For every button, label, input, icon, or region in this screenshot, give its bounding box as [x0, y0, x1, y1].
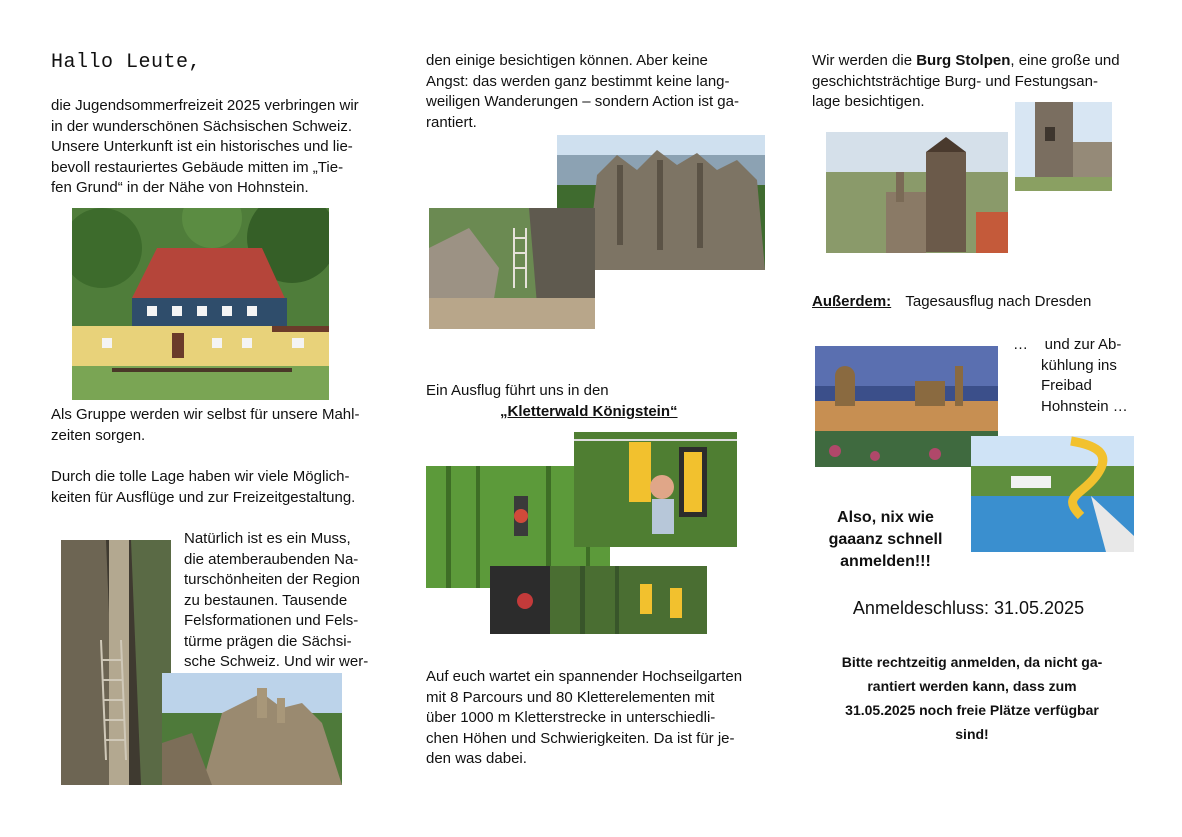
also-line — [812, 292, 1091, 313]
text-line: gaaanz schnell — [828, 531, 943, 548]
text-line: rantiert werden kann, dass zum — [867, 678, 1077, 694]
text-fragment: Wir werden die — [812, 52, 917, 69]
text-line: … und zur Ab- — [1013, 336, 1122, 353]
accommodation-house-photo — [72, 208, 329, 400]
sandstone-rocks-landscape-photo — [162, 673, 342, 785]
text-line: kühlung ins — [1041, 356, 1117, 374]
also-label: Außerdem: — [812, 293, 892, 310]
text-line: Hohnstein … — [1041, 397, 1128, 415]
text-fragment: , eine große und — [1010, 52, 1120, 69]
text-line: anmelden!!! — [840, 553, 931, 570]
text-line: türme prägen die Sächsi- — [184, 632, 352, 650]
ropes-course-paragraph — [426, 667, 768, 770]
text-line: den einige besichtigen können. Aber keine — [426, 52, 708, 69]
castle-name: Burg Stolpen — [916, 52, 1011, 69]
text-line: die Jugendsommerfreizeit 2025 verbringen wir — [51, 97, 359, 114]
registration-deadline: Anmeldeschluss: 31.05.2025 — [852, 598, 1085, 618]
text-line: die atemberaubenden Na- — [184, 550, 359, 568]
text-line: fen Grund“ in der Nähe von Hohnstein. — [51, 179, 309, 196]
text-line: Felsformationen und Fels- — [184, 612, 359, 629]
text-line: Freibad — [1041, 377, 1092, 394]
open-air-pool-photo — [971, 436, 1134, 552]
text-line: zeiten sorgen. — [51, 426, 146, 444]
call-to-action — [812, 507, 959, 573]
castle-stolpen-photo — [826, 132, 1008, 253]
text-line: über 1000 m Kletterstrecke in unterschiedli- — [426, 709, 716, 726]
text-line: 31.05.2025 noch freie Plätze verfügbar — [845, 702, 1099, 718]
rock-gorge-ladder-photo — [61, 540, 171, 785]
text-line: rantiert. — [426, 113, 477, 131]
nature-paragraph — [184, 529, 382, 673]
text-line: lage besichtigen. — [812, 93, 925, 110]
text-line: Unsere Unterkunft ist ein historisches und lie- — [51, 138, 353, 155]
text-line: bevoll restauriertes Gebäude mitten im „Tie- — [51, 158, 344, 176]
text-line: in der wunderschönen Sächsischen Schweiz. — [51, 117, 353, 135]
text-line: chen Höhen und Schwierigkeiten. Da ist für je- — [426, 729, 735, 747]
text-line: weiligen Wanderungen – sondern Action ist ga- — [426, 93, 739, 110]
text-line: Als Gruppe werden wir selbst für unsere Mahl- — [51, 406, 360, 423]
text-line — [812, 51, 1142, 72]
text-line: Auf euch wartet ein spannender Hochseilgarten — [426, 668, 743, 685]
text-line: geschichtsträchtige Burg- und Festungsan- — [812, 72, 1098, 90]
text-line: keiten für Ausflüge und zur Freizeitgestaltung. — [51, 488, 356, 506]
pool-text — [1013, 335, 1143, 417]
registration-notice — [812, 650, 1132, 746]
text-line: Natürlich ist es ein Muss, — [184, 530, 351, 547]
text-line: den was dabei. — [426, 750, 527, 767]
continuation-paragraph — [426, 51, 768, 133]
text-line: Durch die tolle Lage haben wir viele Möglich- — [51, 468, 350, 485]
intro-paragraph — [51, 96, 383, 199]
location-paragraph — [51, 467, 383, 508]
trip-intro: Ein Ausflug führt uns in den — [426, 382, 609, 399]
climbing-forest-photo-3 — [490, 566, 707, 634]
also-text: Tagesausflug nach Dresden — [905, 293, 1092, 310]
text-line: Bitte rechtzeitig anmelden, da nicht ga- — [841, 654, 1103, 670]
text-line: Also, nix wie — [837, 509, 934, 526]
rock-staircase-photo — [429, 208, 595, 329]
text-line: Angst: das werden ganz bestimmt keine lang- — [426, 72, 730, 90]
climbing-forest-photo-2 — [574, 432, 737, 547]
castle-ruin-tower-photo — [1015, 102, 1112, 191]
greeting: Hallo Leute, — [51, 51, 202, 74]
text-line: sche Schweiz. Und wir wer- — [184, 653, 369, 670]
text-line: mit 8 Parcours und 80 Kletterelementen mit — [426, 688, 715, 706]
climbing-forest-title: „Kletterwald Königstein“ — [500, 403, 678, 420]
meals-paragraph — [51, 405, 383, 446]
text-line: turschönheiten der Region — [184, 571, 360, 588]
text-line: sind! — [955, 726, 989, 742]
text-line: zu bestaunen. Tausende — [184, 591, 348, 609]
